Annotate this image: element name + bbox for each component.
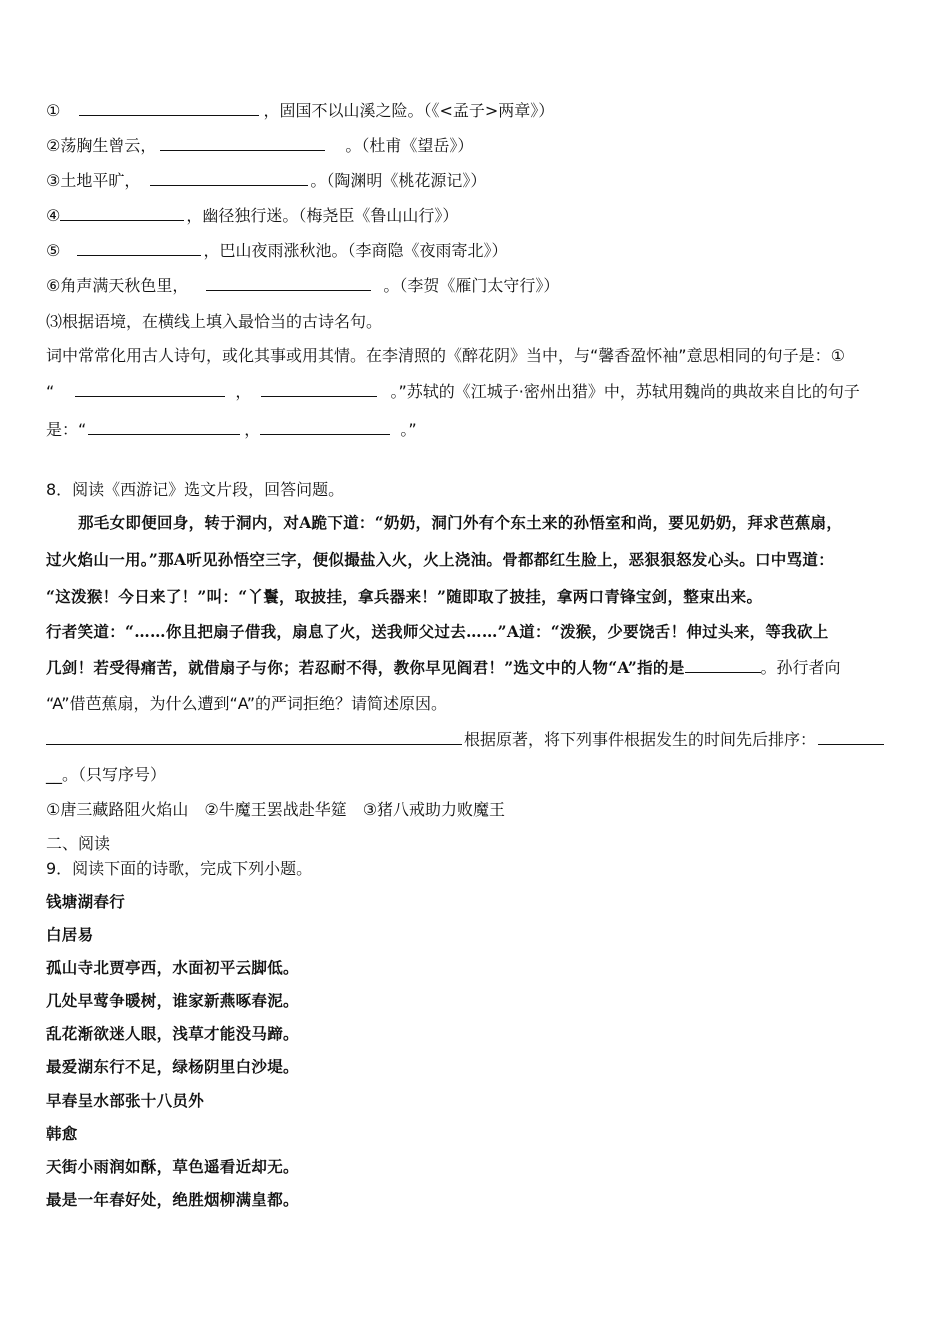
q8-order-note: __。（只写序号） (46, 765, 167, 784)
q7-3-line2: “ ， 。”苏轼的《江城子·密州出猎》中，苏轼用魏尚的典故来自比的句子 (46, 382, 860, 401)
q8-paragraph-line: 那毛女即便回身，转于洞内，对A跪下道：“奶奶，洞门外有个东土来的孙悟室和尚，要见奶奶，拜求芭蕉扇， (78, 513, 843, 532)
answer-blank[interactable] (77, 241, 201, 256)
answer-blank[interactable] (79, 101, 259, 116)
answer-blank[interactable] (88, 420, 240, 435)
section-heading: 二、阅读 (46, 834, 111, 853)
poem-line: 孤山寺北贾亭西，水面初平云脚低。 (46, 958, 299, 977)
q7-item-2: ②荡胸生曾云， 。（杜甫《望岳》） (46, 136, 474, 155)
q7-3-line3: 是：“ ， 。” (46, 420, 417, 439)
q8-paragraph-line: 行者笑道：“……你且把扇子借我，扇息了火，送我师父过去……”A道：“泼猴，少要饶舌！伸过头来，等我砍上 (46, 622, 829, 641)
q8-answer-line: 根据原著，将下列事件根据发生的时间先后排序： (46, 729, 904, 751)
poem-line: 最是一年春好处，绝胜烟柳满皇都。 (46, 1190, 299, 1209)
poem-author: 韩愈 (46, 1124, 78, 1143)
q8-question-line: “A”借芭蕉扇，为什么遭到“A”的严词拒绝？请简述原因。 (46, 694, 448, 713)
q7-item-5: ⑤ ，巴山夜雨涨秋池。（李商隐《夜雨寄北》） (46, 241, 508, 260)
answer-blank[interactable] (46, 730, 462, 745)
q7-item-1: ① ，固国不以山溪之险。（《<孟子>两章》） (46, 101, 555, 120)
q7-item-3: ③土地平旷， 。（陶渊明《桃花源记》） (46, 171, 487, 190)
q8-options: ①唐三藏路阻火焰山 ②牛魔王罢战赴华筵 ③猪八戒助力败魔王 (46, 800, 506, 819)
q8-paragraph-line: 过火焰山一用。”那A听见孙悟空三字，便似撮盐入火，火上浇油。骨都都红生脸上，恶狠狠怒发心头。口中骂道： (46, 550, 834, 569)
poem-title: 早春呈水部张十八员外 (46, 1091, 205, 1110)
q7-3-heading: ⑶根据语境，在横线上填入最恰当的古诗名句。 (46, 312, 383, 331)
q7-item-4: ④ ，幽径独行迷。（梅尧臣《鲁山山行》） (46, 206, 459, 225)
answer-blank[interactable] (60, 206, 184, 221)
poem-line: 几处早莺争暖树，谁家新燕啄春泥。 (46, 991, 299, 1010)
answer-blank[interactable] (160, 136, 325, 151)
poem-line: 最爱湖东行不足，绿杨阴里白沙堤。 (46, 1057, 299, 1076)
answer-blank[interactable] (150, 171, 308, 186)
answer-blank[interactable] (818, 730, 884, 745)
answer-blank[interactable] (685, 658, 761, 673)
q8-question-line: 几剑！若受得痛苦，就借扇子与你；若忍耐不得，教你早见阎君！”选文中的人物“A”指的是 。孙行者向 (46, 658, 841, 677)
answer-blank[interactable] (260, 420, 390, 435)
q8-paragraph-line: “这泼猴！今日来了！”叫：“丫鬟，取披挂，拿兵器来！”随即取了披挂，拿两口青锋宝剑，整束出来。 (46, 587, 763, 606)
q7-3-line1: 词中常常化用古人诗句，或化其事或用其情。在李清照的《醉花阴》当中，与“馨香盈怀袖”意思相同的句子是：① (46, 346, 845, 365)
poem-line: 乱花渐欲迷人眼，浅草才能没马蹄。 (46, 1024, 299, 1043)
poem-line: 天街小雨润如酥，草色遥看近却无。 (46, 1157, 299, 1176)
q7-item-6: ⑥角声满天秋色里， 。（李贺《雁门太守行》） (46, 276, 560, 295)
answer-blank[interactable] (261, 382, 377, 397)
answer-blank[interactable] (206, 276, 371, 291)
answer-blank[interactable] (75, 382, 225, 397)
q8-heading: 8．阅读《西游记》选文片段，回答问题。 (46, 480, 345, 499)
poem-title: 钱塘湖春行 (46, 892, 126, 911)
poem-author: 白居易 (46, 925, 94, 944)
q9-heading: 9．阅读下面的诗歌，完成下列小题。 (46, 859, 313, 878)
